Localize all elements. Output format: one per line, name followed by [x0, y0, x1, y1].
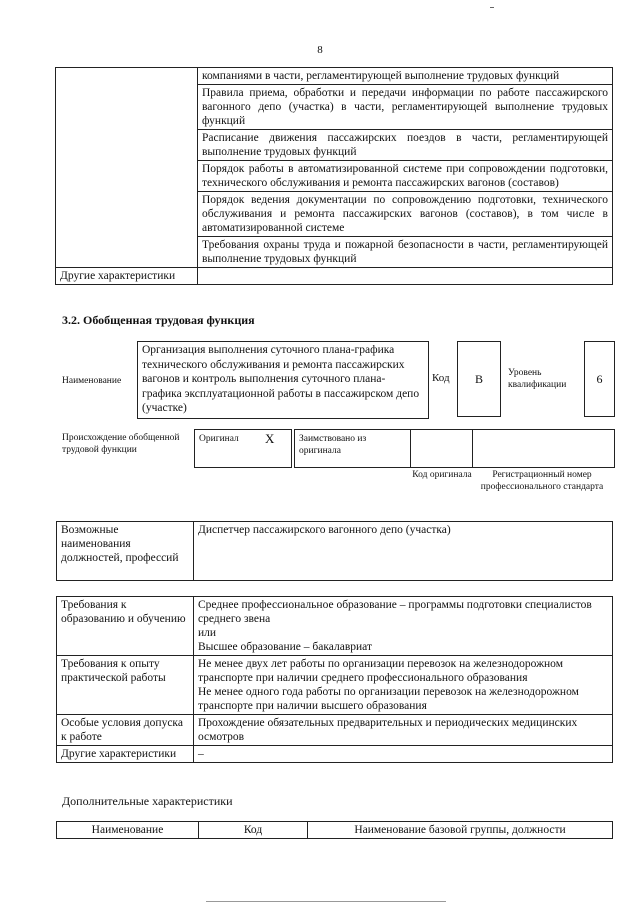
name-label: Наименование	[62, 376, 122, 386]
origin-label: Происхождение обобщенной трудовой функции	[62, 433, 180, 455]
positions-label: Возможные наименования должностей, профессий	[57, 522, 194, 581]
experience-value	[194, 656, 613, 715]
special-conditions-label: Особые условия допуска к работе	[57, 715, 194, 746]
additional-col-name: Наименование	[57, 822, 199, 839]
special-conditions-value: Прохождение обязательных предварительных и периодических медицинских осмотров	[194, 715, 613, 746]
original-mark: X	[265, 431, 275, 446]
knowledge-table	[55, 67, 613, 285]
additional-col-group: Наименование базовой группы, должности	[308, 822, 613, 839]
scan-mark	[490, 7, 494, 8]
education-line: Среднее профессиональное образование – программы подготовки специалистов среднего звена	[198, 599, 592, 625]
experience-label: Требования к опыту практической работы	[57, 656, 194, 715]
knowledge-label-cell	[56, 68, 198, 268]
positions-table	[56, 521, 613, 581]
requirements-table	[56, 596, 613, 763]
code-label: Код	[432, 372, 450, 384]
experience-line: Не менее одного года работы по организации перевозок на железнодорожном транспорте при наличии высшего образования	[198, 686, 579, 712]
other-label: Другие характеристики	[57, 746, 194, 763]
level-label: Уровень квалификации	[508, 368, 567, 390]
level-value: 6	[584, 341, 615, 417]
page-number: 8	[317, 44, 323, 56]
education-value	[194, 597, 613, 656]
experience-line: Не менее двух лет работы по организации перевозок на железнодорожном транспорте при наличии среднего профессионального образования	[198, 658, 563, 684]
code-original-caption: Код оригинала	[412, 470, 472, 480]
additional-col-code: Код	[199, 822, 308, 839]
additional-table	[56, 821, 613, 839]
original-code-box	[410, 429, 473, 468]
section-title: 3.2. Обобщенная трудовая функция	[62, 313, 255, 327]
knowledge-row: Требования охраны труда и пожарной безопасности в части, регламентирующей выполнение трудовых функций	[198, 237, 613, 268]
additional-title: Дополнительные характеристики	[62, 794, 233, 808]
borrowed-box	[294, 429, 411, 468]
reg-number-box	[472, 429, 615, 468]
other-value: –	[194, 746, 613, 763]
other-characteristics-value	[198, 268, 613, 285]
borrowed-label: Заимствовано из оригинала	[299, 434, 367, 456]
knowledge-row: компаниями в части, регламентирующей выполнение трудовых функций	[198, 68, 613, 85]
education-label: Требования к образованию и обучению	[57, 597, 194, 656]
knowledge-row: Правила приема, обработки и передачи информации по работе пассажирского вагонного депо (участка) в части, регламентирующей выполнение трудовых функций	[198, 85, 613, 130]
code-value: B	[457, 341, 501, 417]
positions-value: Диспетчер пассажирского вагонного депо (участка)	[194, 522, 613, 581]
scan-bottom-line	[206, 901, 446, 902]
original-box	[194, 429, 292, 468]
education-line: Высшее образование – бакалавриат	[198, 641, 372, 653]
knowledge-row: Порядок работы в автоматизированной системе при сопровождении подготовки, технического обслуживания и ремонта пассажирских вагонов (составов)	[198, 161, 613, 192]
knowledge-row: Расписание движения пассажирских поездов в части, регламентирующей выполнение трудовых функций	[198, 130, 613, 161]
knowledge-row: Порядок ведения документации по сопровождению подготовки, технического обслуживания и ремонта пассажирских вагонов (составов), в том числе в автоматизированной системе	[198, 192, 613, 237]
other-characteristics-label: Другие характеристики	[56, 268, 198, 285]
reg-number-caption: Регистрационный номер профессионального стандарта	[480, 470, 604, 492]
function-name-value: Организация выполнения суточного плана-графика технического обслуживания и ремонта пассажирских вагонов и контроль выполнения суточного плана-графика эксплуатационной работы в пассажирском депо (участке)	[137, 341, 429, 419]
original-label: Оригинал	[199, 434, 239, 444]
education-line: или	[198, 627, 217, 639]
